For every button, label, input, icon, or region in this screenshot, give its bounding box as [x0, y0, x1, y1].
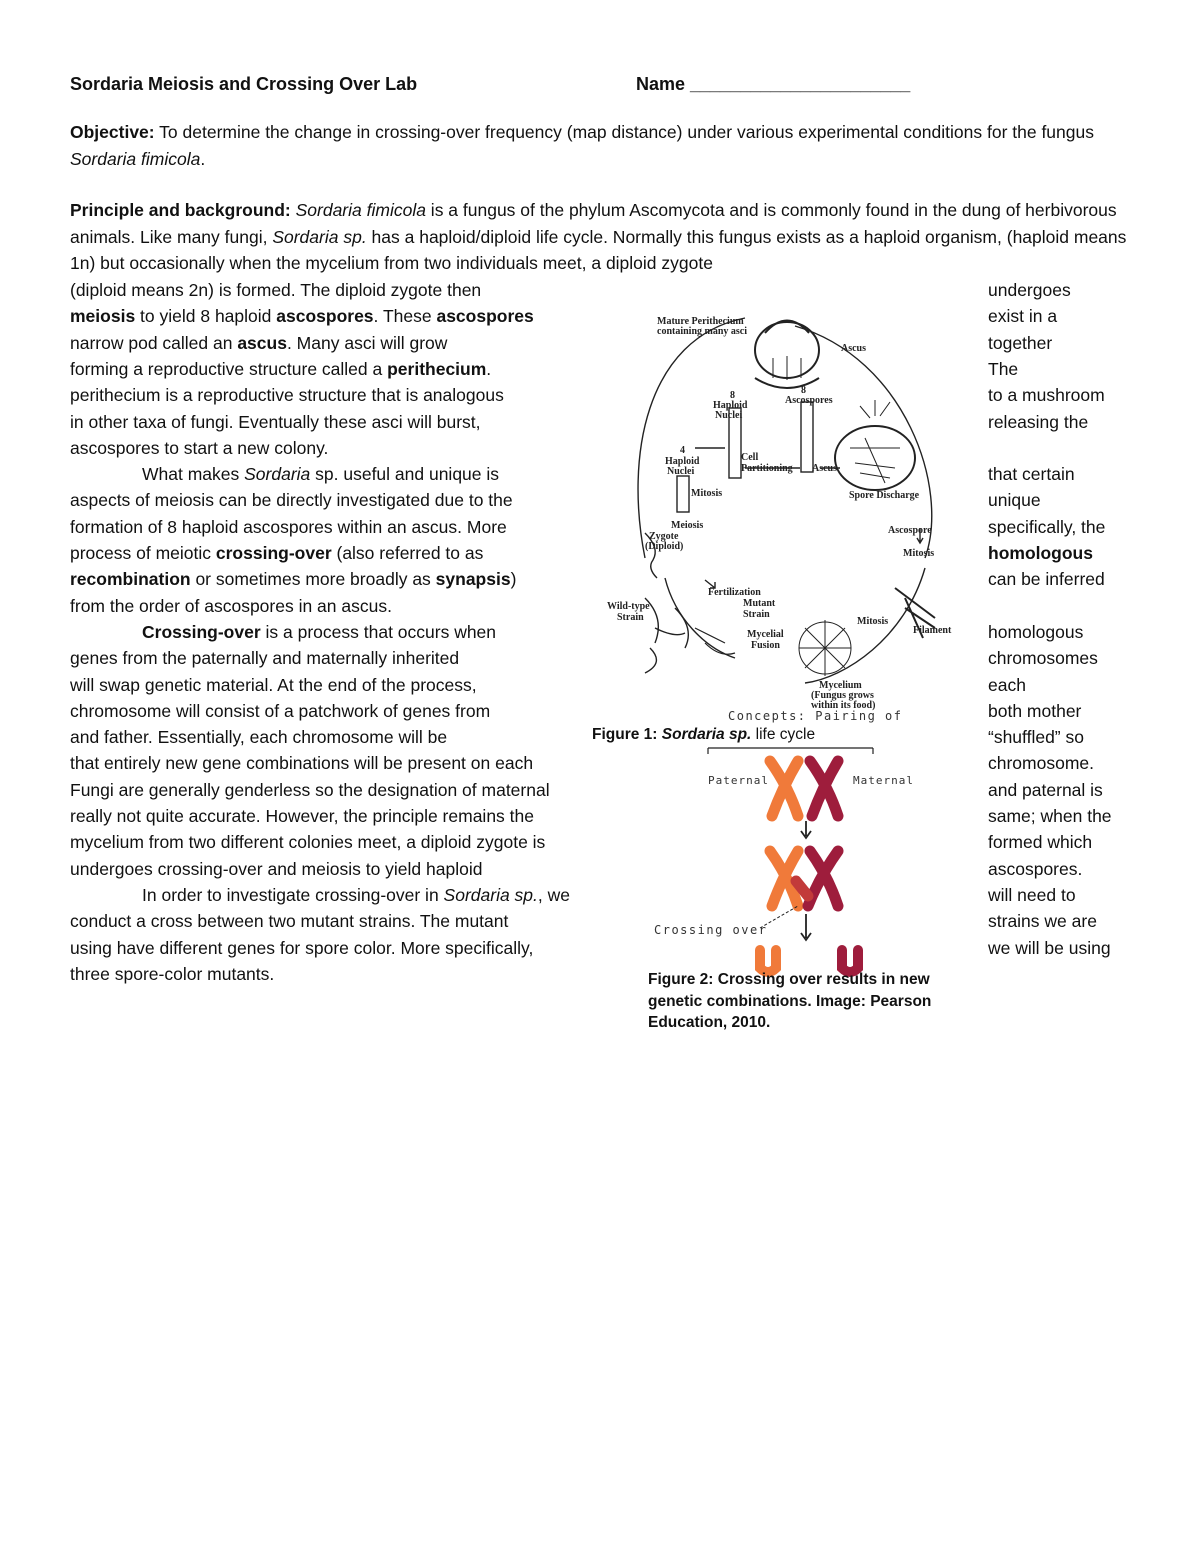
objective-paragraph [70, 119, 1130, 172]
left-column-line [70, 595, 630, 617]
left-column-text: What makes [142, 464, 245, 485]
label-within-food: within its food) [811, 700, 876, 711]
left-column-line [70, 358, 630, 380]
label-meiosis: Meiosis [671, 520, 704, 531]
left-column-text: perithecium [387, 358, 487, 379]
objective-label: Objective: [70, 122, 155, 142]
label-mitosis-bottom: Mitosis [857, 616, 889, 627]
left-column-text: or sometimes more broadly as [190, 569, 436, 590]
right-column-text: same; when the [988, 806, 1112, 826]
right-column-text: each [988, 674, 1026, 695]
label-cell: Cell [741, 452, 759, 463]
left-column-text: (diploid means 2n) is formed. The diploid zygote then [70, 280, 482, 300]
left-column-text: genes from the paternally and maternally inherited [70, 648, 460, 669]
left-column-text: (also referred to as [331, 543, 484, 563]
right-column-text: formed which [988, 832, 1093, 853]
label-eight: 8 [730, 390, 735, 401]
left-column-text: ascospores [436, 306, 534, 327]
left-column-text: conduct a cross between two mutant strains. The mutant [70, 911, 509, 932]
background-label: Principle and background: [70, 200, 291, 220]
label-mitosis-right: Mitosis [903, 548, 935, 559]
right-column-line [988, 489, 1041, 511]
right-column-line [988, 831, 1092, 853]
objective-text: To determine the change in crossing-over frequency (map distance) under various experimental conditions for the fungus [154, 122, 1094, 142]
label-nuclei-8: Nuclei [715, 410, 743, 421]
left-column-text: and father. Essentially, each chromosome will be [70, 727, 448, 748]
left-column-text: Fungi are generally genderless so the designation of maternal [70, 779, 550, 800]
left-column-text: perithecium is a reproductive structure that is analogous [70, 385, 504, 406]
right-column-line [988, 884, 1076, 906]
left-column-text: ascus [237, 332, 287, 353]
left-column-line [70, 963, 630, 985]
background-text-b: has a haploid/diploid life cycle. Normally this fungus exists as a haploid organism, (haploid means 1n) but occasionally when the mycelium from two individuals meet, a diploid zygote [70, 226, 1127, 273]
figure-1-caption-suffix: life cycle [751, 726, 816, 743]
left-column-text: that entirely new gene combinations will be present on each [70, 753, 534, 774]
right-column-text: will need to [988, 884, 1076, 905]
paternal-chromosome-top [770, 761, 798, 816]
left-column-text: to yield 8 haploid [135, 306, 277, 327]
left-column-text: mycelium from two different colonies meet, a diploid zygote is [70, 832, 546, 853]
four-haploid-ascus [677, 476, 689, 512]
left-column-text: . [486, 358, 492, 379]
right-column-line [988, 568, 1105, 590]
left-column-text: using have different genes for spore color. More specifically, [70, 937, 534, 958]
right-column-text: The [988, 358, 1019, 379]
right-column-line [988, 858, 1082, 880]
left-column-line [70, 437, 630, 459]
right-column-line [988, 384, 1105, 406]
label-ascospores: Ascospores [785, 395, 833, 406]
right-column-line [988, 358, 1018, 380]
arrow-down-1 [801, 821, 811, 838]
left-column-line [70, 516, 630, 538]
left-column-line [70, 411, 630, 433]
left-column-text: In order to investigate crossing-over in [142, 884, 444, 905]
label-diploid: (Diploid) [645, 541, 684, 552]
left-column-text: . These [373, 306, 437, 327]
right-column-text: chromosome. [988, 753, 1095, 774]
left-column-text: is a process that occurs when [260, 621, 497, 642]
right-column-line [988, 279, 1071, 301]
left-column-line [70, 463, 630, 485]
right-column-text: can be inferred [988, 569, 1105, 590]
label-strain-2: Strain [743, 609, 770, 620]
left-column-line [70, 542, 630, 564]
left-column-text: aspects of meiosis can be directly investigated due to the [70, 490, 513, 511]
left-column-text: narrow pod called an [70, 332, 238, 353]
left-column-text: synapsis [435, 569, 511, 590]
right-column-line [988, 621, 1083, 643]
label-wild-type: Wild-type [607, 601, 650, 612]
label-partitioning: Partitioning [741, 463, 793, 474]
background-text-a: is a fungus of the phylum Ascomycota and is commonly found in the dung of herbivorous animals. Like many fungi, [70, 200, 1117, 247]
label-mycelium: Mycelium [819, 680, 862, 691]
label-mycelial: Mycelial [747, 629, 784, 640]
arrow-down-2 [801, 914, 811, 940]
right-column-text: that certain [988, 464, 1075, 485]
left-column-line [70, 884, 630, 906]
objective-text-end: . [200, 148, 206, 169]
left-column-line [70, 726, 630, 748]
spore-discharge-drawing [835, 426, 915, 490]
label-mature-perithecium: Mature Perithecium [657, 316, 744, 327]
wild-type-drawing [645, 598, 688, 673]
left-column-text: really not quite accurate. However, the principle remains the [70, 806, 534, 826]
label-zygote: Zygote [649, 531, 679, 542]
right-column-text: specifically, the [988, 516, 1106, 537]
background-intro [70, 197, 1130, 277]
label-nuclei-4: Nuclei [667, 466, 695, 477]
left-column-text: . Many asci will grow [286, 332, 448, 353]
right-column-line [988, 411, 1088, 433]
left-column-line [70, 910, 630, 932]
left-column-line [70, 279, 630, 301]
figure-2-header: Concepts: Pairing of [728, 709, 903, 723]
left-column-line [70, 674, 630, 696]
left-column-line [70, 384, 630, 406]
right-column-line [988, 674, 1026, 696]
left-column-text: from the order of ascospores in an ascus. [70, 595, 392, 616]
left-column-text: meiosis [70, 306, 136, 327]
label-containing: containing many asci [657, 326, 748, 337]
left-column-text: formation of 8 haploid ascospores within an ascus. More [70, 516, 507, 537]
left-column-line [70, 489, 630, 511]
right-column-text: strains we are [988, 911, 1097, 932]
left-column-line [70, 805, 630, 827]
maternal-label: Maternal [853, 774, 914, 787]
left-column-text: recombination [70, 569, 191, 590]
left-column-text: ascospores to start a new colony. [70, 437, 329, 458]
left-column-text: Sordaria sp. [443, 884, 538, 905]
left-column-line [70, 332, 630, 354]
left-column-text: in other taxa of fungi. Eventually these asci will burst, [70, 411, 481, 432]
figure-2-crossing-over [648, 706, 928, 976]
right-column-text: homologous [988, 621, 1084, 642]
right-column-text: “shuffled” so [988, 727, 1084, 748]
right-column-text: and paternal is [988, 779, 1103, 800]
right-column-line [988, 463, 1075, 485]
right-column-line [988, 779, 1103, 801]
right-column-line [988, 805, 1112, 827]
left-column-line [70, 305, 630, 327]
right-column-line [988, 752, 1094, 774]
left-column-text: ) [510, 569, 517, 590]
left-column-text: undergoes crossing-over and meiosis to yield haploid [70, 858, 483, 879]
right-column-text: homologous [988, 543, 1093, 563]
right-column-text: chromosomes [988, 648, 1098, 669]
left-column-line [70, 568, 630, 590]
left-column-text: crossing-over [215, 543, 332, 563]
label-four: 4 [680, 445, 685, 456]
right-column-text: exist in a [988, 306, 1058, 327]
left-column-line [70, 937, 630, 959]
maternal-chromosome-top [810, 761, 838, 816]
right-column-text: we will be using [988, 937, 1111, 958]
crossing-over-label: Crossing over [654, 923, 768, 937]
left-column-line [70, 621, 630, 643]
right-column-line [988, 305, 1057, 327]
background-species: Sordaria fimicola [295, 200, 426, 220]
left-column-text: Crossing-over [142, 621, 261, 642]
label-mutant: Mutant [743, 598, 776, 609]
figure-2-bracket [708, 748, 873, 754]
objective-species: Sordaria fimicola [70, 148, 201, 169]
label-mitosis-left: Mitosis [691, 488, 723, 499]
left-column-text: process of meiotic [70, 543, 216, 563]
label-ascus-mid: Ascus [812, 463, 838, 474]
label-strain: Strain [617, 612, 644, 623]
left-column-line [70, 752, 630, 774]
right-column-line [988, 542, 1093, 564]
right-column-text: releasing the [988, 411, 1089, 432]
left-column-line [70, 831, 630, 853]
left-column-text: will swap genetic material. At the end of the process, [70, 674, 477, 695]
left-column-line [70, 779, 630, 801]
right-column-line [988, 910, 1097, 932]
right-column-line [988, 726, 1084, 748]
right-column-line [988, 937, 1111, 959]
label-haploid-4: Haploid [665, 456, 700, 467]
label-fungus-grows: (Fungus grows [811, 690, 874, 701]
left-column-line [70, 700, 630, 722]
right-column-text: undergoes [988, 280, 1071, 300]
figure-2-caption: Figure 2: Crossing over results in new genetic combinations. Image: Pearson Education, 2010. [648, 971, 932, 1031]
left-column-line [70, 858, 630, 880]
label-fertilization: Fertilization [708, 587, 761, 598]
left-column-text: Sordaria [244, 464, 311, 485]
right-column-line [988, 700, 1081, 722]
ascospores-ascus [801, 402, 813, 472]
right-column-text: together [988, 332, 1053, 353]
right-column-line [988, 332, 1052, 354]
label-filament: Filament [913, 625, 952, 636]
left-column-text: chromosome will consist of a patchwork of genes from [70, 700, 491, 721]
figure-1-life-cycle [605, 298, 952, 718]
name-field-label: Name ______________________ [636, 74, 911, 94]
right-column-text: ascospores. [988, 858, 1083, 879]
right-column-text: both mother [988, 700, 1082, 721]
label-haploid-8: Haploid [713, 400, 748, 411]
right-column-line [988, 647, 1098, 669]
left-column-text: , we [537, 884, 571, 905]
label-ascospore: Ascospore [888, 525, 932, 536]
left-column-text: forming a reproductive structure called a [70, 358, 388, 379]
figure-1-caption-prefix: Figure 1: [592, 726, 662, 743]
right-column-text: to a mushroom [988, 385, 1105, 406]
paternal-label: Paternal [708, 774, 769, 787]
label-fusion: Fusion [751, 640, 780, 651]
document-title: Sordaria Meiosis and Crossing Over Lab [70, 74, 418, 94]
background-genus: Sordaria sp. [272, 226, 367, 247]
left-column-text: three spore-color mutants. [70, 963, 275, 984]
label-spore-discharge: Spore Discharge [849, 490, 920, 501]
left-column-text: sp. useful and unique is [310, 464, 500, 485]
right-column-line [988, 516, 1105, 538]
left-column-line [70, 647, 630, 669]
label-eight-asco: 8 [801, 385, 806, 396]
left-column-text: ascospores [276, 306, 374, 327]
figure-1-caption-species: Sordaria sp. [661, 726, 752, 743]
label-ascus-top: Ascus [841, 343, 867, 354]
right-column-text: unique [988, 490, 1041, 511]
